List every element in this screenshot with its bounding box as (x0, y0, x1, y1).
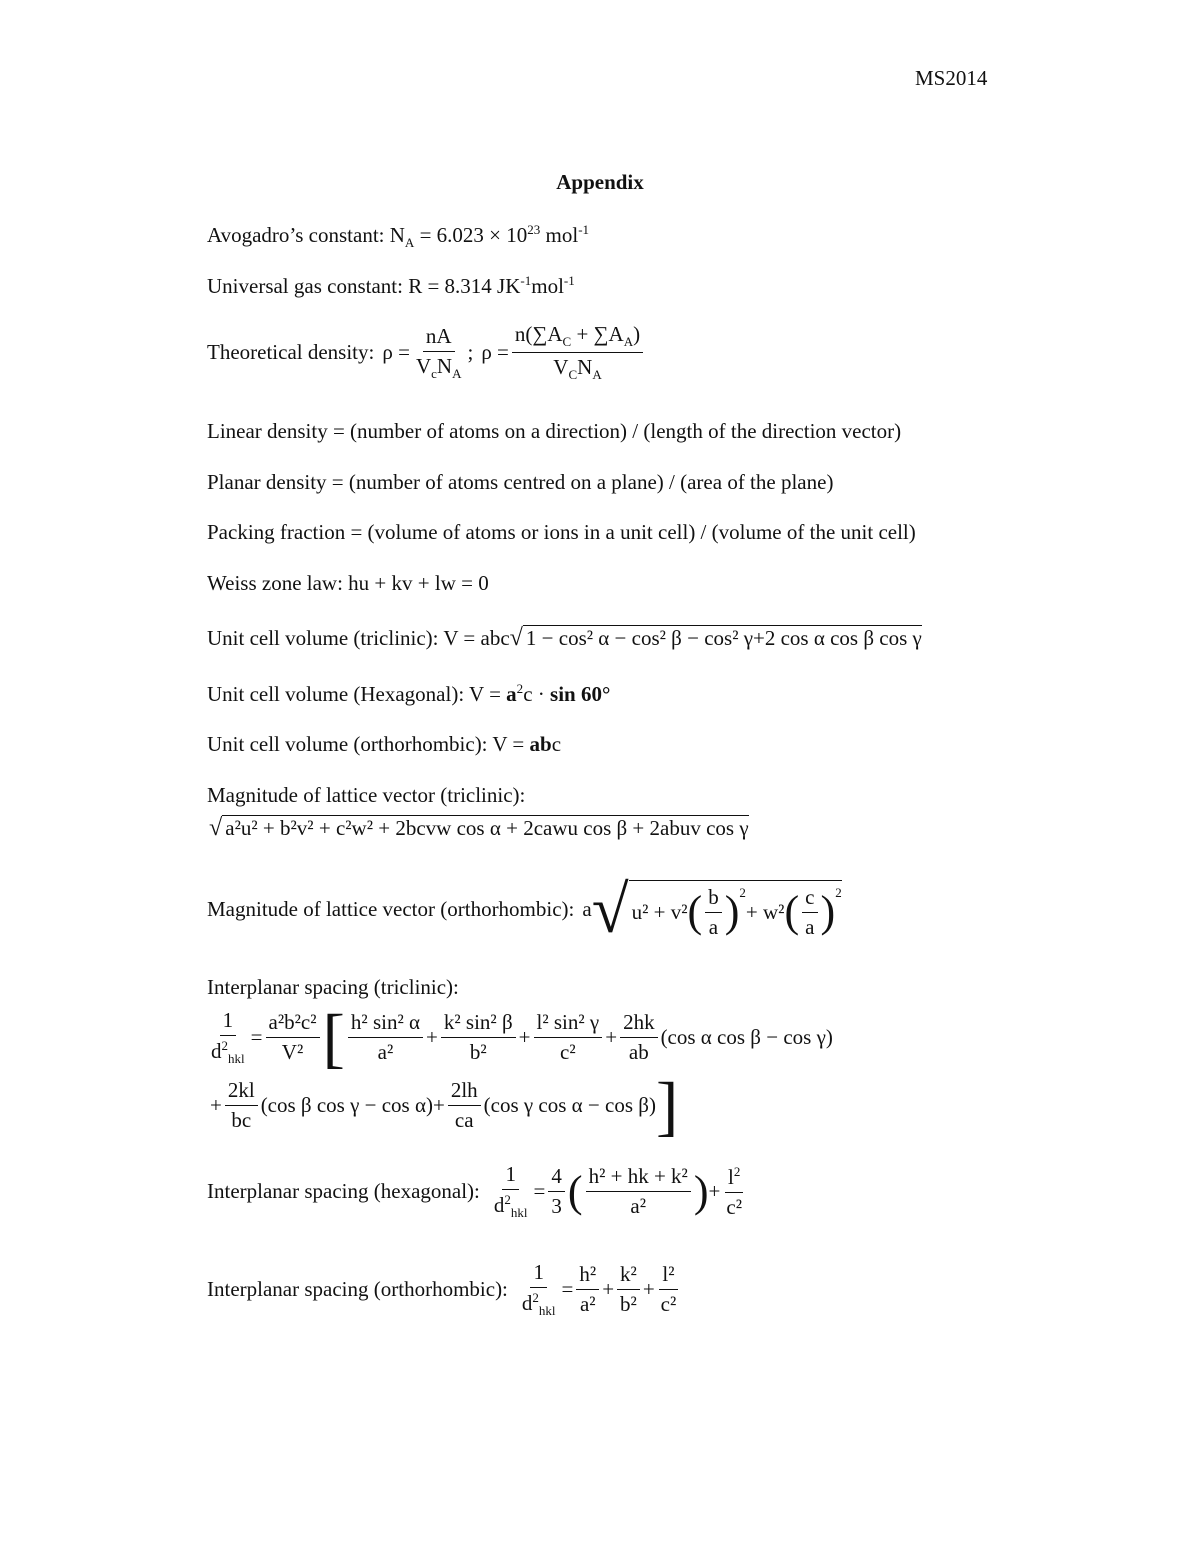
weiss-zone-law: Weiss zone law: hu + kv + lw = 0 (207, 571, 489, 595)
unit-cell-volume-hexagonal: Unit cell volume (Hexagonal): $V = a^2c \cdot \sin 60^\circ$ (207, 681, 611, 706)
sqrt-icon: √ (209, 814, 223, 841)
unit-cell-volume-orthorhombic: Unit cell volume (orthorhombic): V = abc (207, 732, 562, 756)
spacing-hexagonal: Interplanar spacing (hexagonal): $\frac{1}{d^2_{hkl}}$ = $\frac{4}{3}$ ( $\frac{\text{h² + hk + k²}}{\text{a²}}$ ) + $\frac{l^2}{\text{c²}}$ (207, 1162, 743, 1221)
spacing-triclinic-label: Interplanar spacing (triclinic): (207, 975, 459, 999)
packing-fraction: Packing fraction = (volume of atoms or ions in a unit cell) / (volume of the unit cell) (207, 520, 916, 544)
spacing-orthorhombic: Interplanar spacing (orthorhombic): $\frac{1}{d^2_{hkl}}$ = $\frac{\text{h²}}{\text{a²}}$ + $\frac{\text{k²}}{\text{b²}}$ + $\frac{\text{l²}}{\text{c²}}$ (207, 1260, 677, 1319)
unit-cell-volume-triclinic: Unit cell volume (triclinic): V = abc√ 1 − cos² α − cos² β − cos² γ+2 cos α cos β cos γ (207, 624, 922, 651)
linear-density: Linear density = (number of atoms on a direction) / (length of the direction vector) (207, 419, 902, 443)
sqrt-icon: √ (509, 624, 523, 651)
planar-density: Planar density = (number of atoms centred on a plane) / (area of the plane) (207, 470, 834, 494)
spacing-triclinic-row-2: + $\frac{2kl}{bc}$ (cos β cos γ − cos α) + $\frac{2lh}{ca}$ (cos γ cos α − cos β) ] (210, 1068, 679, 1143)
gas-constant: Universal gas constant: R = 8.314 $JK^{-1}mol^{-1}$ (207, 273, 575, 298)
density-fraction-1: $\frac{nA}{V_cN_A}$ (415, 323, 462, 381)
lattice-vector-triclinic-formula: √ a²u² + b²v² + c²w² + 2bcvw cos α + 2cawu cos β + 2abuv cos γ (209, 814, 749, 841)
sqrt-icon: √ (591, 872, 629, 947)
document-code: MS2014 (915, 66, 988, 90)
page-title: Appendix (556, 170, 644, 194)
theoretical-density: Theoretical density: ρ = $\frac{nA}{V_cN_A}$ ; ρ = $\frac{n(\sum A_C + \sum A_A)}{V_CN_A}$ (207, 322, 646, 383)
spacing-triclinic-row-1: $\frac{1}{d^2_{hkl}}$ = $\frac{\text{a²b²c²}}{\text{V²}}$ [ $\frac{\text{h² sin² α}}{\text{a²}}$ + $\frac{\text{k² sin² β}}{\text{b²}}$ + $\frac{\text{l² sin² γ}}{\text{c²}}$ + $\frac{2hk}{ab}$ (cos α cos β − cos γ) (211, 1000, 833, 1075)
density-fraction-2: $\frac{n(\sum A_C + \sum A_A)}{V_CN_A}$ (512, 322, 643, 383)
lattice-vector-triclinic-label: Magnitude of lattice vector (triclinic): (207, 783, 526, 807)
lattice-vector-orthorhombic: Magnitude of lattice vector (orthorhombic): a √ u² + v² ( $\frac{b}{a}$ ) $^2$ + w² ( $\frac{c}{a}$ ) $^2$ (207, 872, 842, 947)
avogadro-constant: Avogadro’s constant: $N_A = 6.023 \times 10^{23}$ mol$^{-1}$ (207, 222, 590, 251)
